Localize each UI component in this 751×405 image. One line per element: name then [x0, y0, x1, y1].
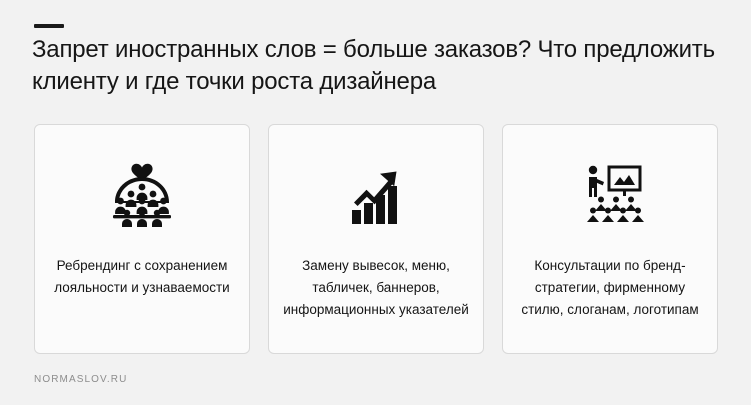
card-rebranding [34, 124, 250, 354]
card-text: Ребрендинг с сохранением лояльности и узнаваемости [54, 258, 230, 295]
card-text: Замену вывесок, меню, табличек, баннеров, информационных указателей [283, 258, 469, 317]
cards-row [34, 124, 718, 354]
page-title: Запрет иностранных слов = больше заказов? Что предложить клиенту и где точки роста дизайнера [32, 36, 715, 95]
people-group-heart-icon [103, 149, 181, 241]
card-signage-replacement [268, 124, 484, 354]
card-consulting [502, 124, 718, 354]
title-accent-rule [34, 24, 64, 28]
footer-site-label: NORMASLOV.RU [34, 374, 128, 385]
presentation-speaker-audience-icon [571, 149, 649, 241]
card-text: Консультации по бренд-стратегии, фирменному стилю, слоганам, логотипам [521, 258, 699, 317]
growth-bar-chart-arrow-icon [338, 149, 414, 241]
